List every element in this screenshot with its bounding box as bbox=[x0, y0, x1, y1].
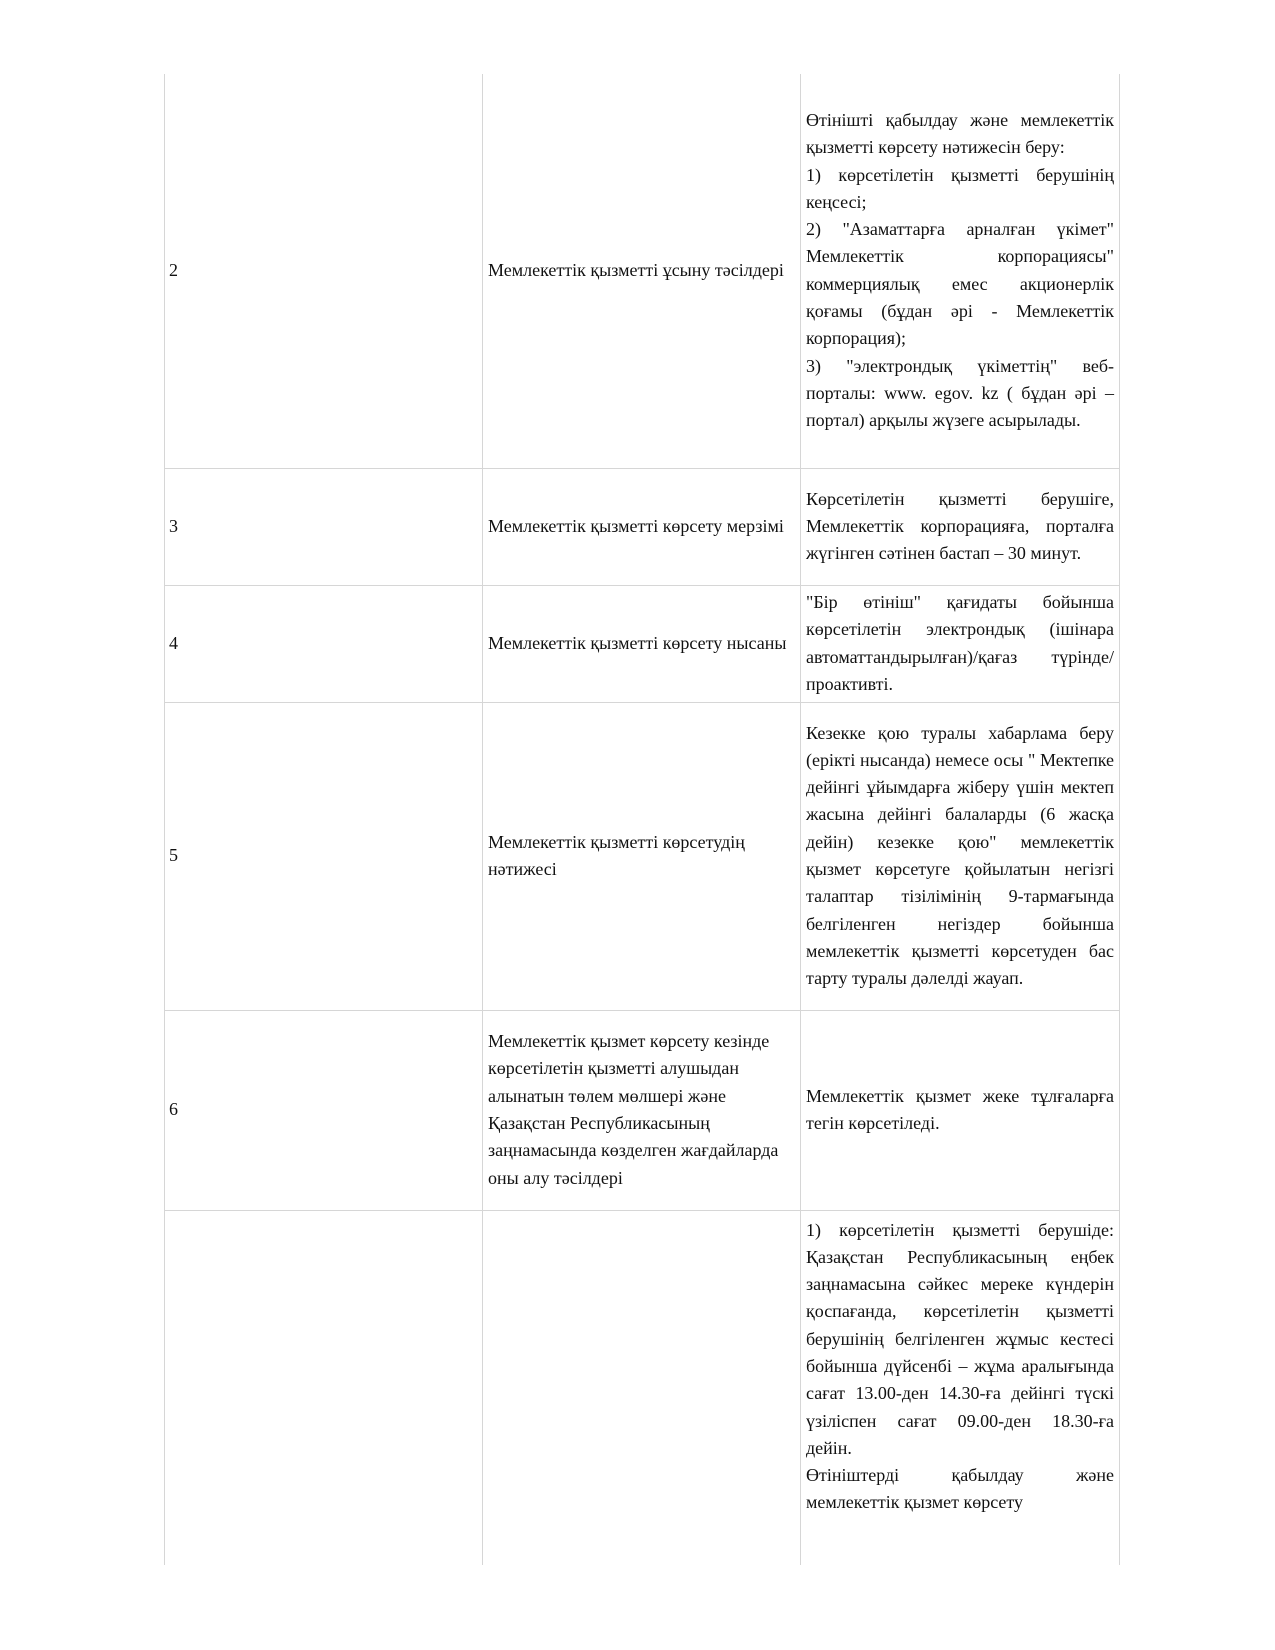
table-row bbox=[165, 468, 1120, 585]
value-paragraph: Өтінішті қабылдау және мемлекеттік қызметті көрсету нәтижесін беру: bbox=[806, 109, 1114, 158]
row-number: 4 bbox=[165, 585, 483, 702]
value-paragraph: Көрсетілетін қызметті берушіге, Мемлекеттік корпорацияға, порталға жүгінген сәтінен бастап – 30 минут. bbox=[806, 488, 1114, 564]
value-paragraph: Мемлекеттік қызмет жеке тұлғаларға тегін көрсетіледі. bbox=[806, 1085, 1114, 1133]
row-value bbox=[801, 468, 1120, 585]
row-label: Мемлекеттік қызметті көрсету мерзімі bbox=[483, 468, 801, 585]
value-paragraph: 2) "Азаматтарға арналған үкімет" Мемлекеттік корпорациясы" коммерциялық емес акционерлік қоғамы (бұдан әрі - Мемлекеттік корпорация); bbox=[806, 219, 1114, 349]
service-standard-table bbox=[164, 74, 1120, 1565]
row-number: 3 bbox=[165, 468, 483, 585]
row-label: Мемлекеттік қызметті көрсету нысаны bbox=[483, 585, 801, 702]
row-value bbox=[801, 1010, 1120, 1210]
value-paragraph: 1) көрсетілетін қызметті берушінің кеңсесі; bbox=[806, 164, 1114, 212]
value-paragraph: 3) "электрондық үкіметтің" веб-порталы: www. egov. kz ( бұдан әрі – портал) арқылы жүзеге асырылады. bbox=[806, 355, 1114, 431]
row-number: 5 bbox=[165, 702, 483, 1010]
row-label bbox=[483, 1210, 801, 1565]
row-label: Мемлекеттік қызметті көрсетудің нәтижесі bbox=[483, 702, 801, 1010]
table-row bbox=[165, 74, 1120, 468]
row-label: Мемлекеттік қызмет көрсету кезінде көрсетілетін қызметті алушыдан алынатын төлем мөлшері және Қазақстан Республикасының заңнамасында көзделген жағдайларда оны алу тәсілдері bbox=[483, 1010, 801, 1210]
row-number bbox=[165, 1210, 483, 1565]
row-value bbox=[801, 585, 1120, 702]
row-number: 6 bbox=[165, 1010, 483, 1210]
table-row bbox=[165, 585, 1120, 702]
value-paragraph: 1) көрсетілетін қызметті берушіде: Қазақстан Республикасының еңбек заңнамасына сәйкес мереке күндерін қоспағанда, көрсетілетін қызметті берушінің белгіленген жұмыс кестесі бойынша дүйсенбі – жұма аралығында сағат 13.00-ден 14.30-ға дейінгі түскі үзіліспен сағат 09.00-ден 18.30-ға дейін. bbox=[806, 1219, 1114, 1458]
table-row bbox=[165, 1010, 1120, 1210]
row-label: Мемлекеттік қызметті ұсыну тәсілдері bbox=[483, 74, 801, 468]
value-paragraph: Кезекке қою туралы хабарлама беру (ерікті нысанда) немесе осы " Мектепке дейінгі ұйымдарға жіберу үшін мектеп жасына дейінгі балаларды (6 жасқа дейін) кезекке қою" мемлекеттік қызмет көрсетуге қойылатын негізгі талаптар тізілімінің 9-тармағында белгіленген негіздер бойынша мемлекеттік қызметті көрсетуден бас тарту туралы дәлелді жауап. bbox=[806, 722, 1114, 989]
row-value bbox=[801, 1210, 1120, 1565]
table-row bbox=[165, 1210, 1120, 1565]
value-paragraph: "Бір өтініш" қағидаты бойынша көрсетілетін электрондық (ішінара автоматтандырылған)/қағаз түрінде/ проактивті. bbox=[806, 591, 1114, 694]
value-paragraph: Өтініштерді қабылдау және мемлекеттік қызмет көрсету bbox=[806, 1465, 1114, 1513]
row-value bbox=[801, 74, 1120, 468]
table-row bbox=[165, 702, 1120, 1010]
row-number: 2 bbox=[165, 74, 483, 468]
row-value bbox=[801, 702, 1120, 1010]
